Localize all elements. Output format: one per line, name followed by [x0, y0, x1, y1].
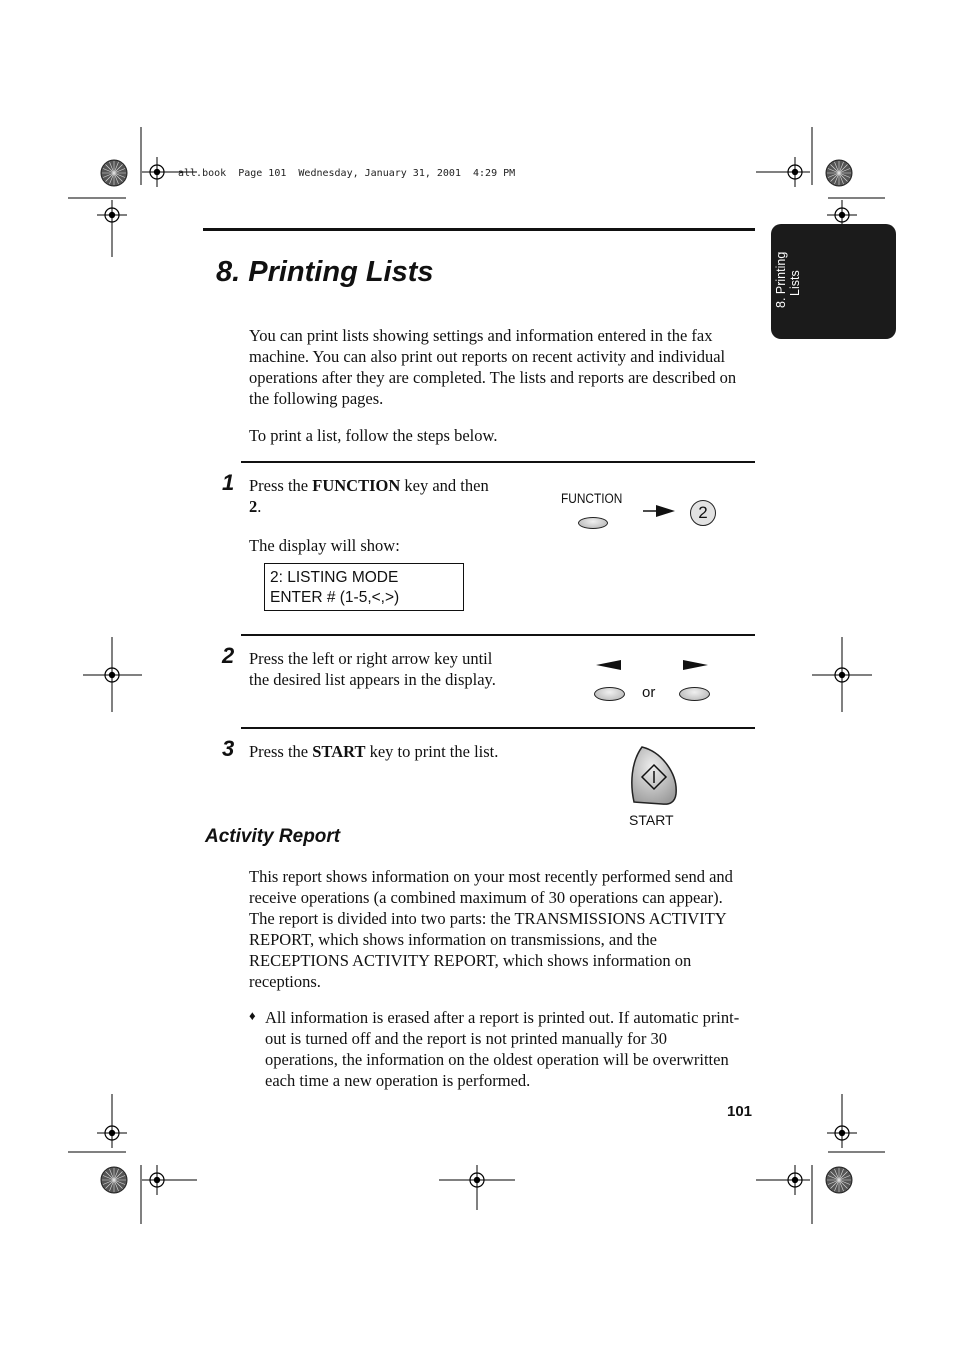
display-intro: The display will show: — [249, 536, 400, 555]
start-key-icon[interactable] — [628, 744, 680, 808]
function-key-label: FUNCTION — [561, 491, 623, 506]
intro-paragraph: You can print lists showing settings and information entered in the fax machine. You can also print out reports on recent activity and individual operations after they are completed. The lists and reports are described on the following pages. — [249, 326, 737, 408]
registration-mark-icon — [827, 1118, 857, 1148]
lcd-line-1: 2: LISTING MODE — [270, 569, 399, 586]
title-rule — [203, 228, 755, 231]
left-arrow-key[interactable] — [594, 687, 625, 701]
step-number: 3 — [222, 736, 235, 761]
step-1-pre: Press the — [249, 476, 313, 495]
step-2-line1: Press the left or right arrow key until — [249, 649, 493, 668]
step-1-text — [249, 475, 529, 517]
step-2-text — [249, 648, 549, 690]
chapter-title: 8. Printing Lists — [216, 256, 434, 288]
arrow-right-icon — [642, 504, 676, 518]
digit-2-key[interactable]: 2 — [690, 500, 716, 526]
chapter-tab-line1: 8. Printing — [774, 251, 788, 308]
lcd-line-2: ENTER # (1-5,<,>) — [270, 588, 400, 606]
registration-mark-icon — [101, 160, 127, 186]
section-title: Activity Report — [205, 826, 341, 847]
step-1-mid: key and then — [400, 476, 489, 495]
registration-mark-icon — [97, 1118, 127, 1148]
arrow-right-icon — [683, 659, 709, 671]
registration-mark-icon — [826, 1167, 852, 1193]
chapter-tab-label — [748, 248, 828, 308]
step-number: 2 — [222, 643, 235, 668]
step-divider — [241, 727, 755, 729]
activity-bullet-text: All information is erased after a report is printed out. If automatic print-out is turned off and the report is not printed manually for 30 operations, the information on the oldest operation will be overwritten each time a new operation is performed. — [265, 1008, 740, 1090]
activity-paragraph: This report shows information on your most recently performed send and receive operations (a combined maximum of 30 operations can appear). The report is divided into two parts: the TRANSMISSIONS ACTIVITY REPORT, which shows information on transmissions, and the RECEPTIONS ACTIVITY REPORT, which shows information on receptions. — [249, 867, 733, 991]
function-key[interactable] — [578, 517, 608, 529]
chapter-tab-line2: Lists — [788, 270, 802, 296]
start-key-label: START — [629, 812, 674, 828]
step-2-line2: the desired list appears in the display. — [249, 670, 496, 689]
step-1-post: . — [257, 497, 262, 516]
step-divider — [241, 634, 755, 636]
registration-mark-icon — [826, 160, 852, 186]
step-3-pre: Press the — [249, 742, 313, 761]
print-meta-header: all.book Page 101 Wednesday, January 31, 2001 4:29 PM — [178, 168, 516, 179]
or-label: or — [642, 684, 656, 701]
step-1-key: FUNCTION — [312, 476, 401, 495]
page-number: 101 — [727, 1103, 753, 1120]
registration-mark-icon — [101, 1167, 127, 1193]
registration-mark-icon — [97, 200, 127, 230]
step-3-post: key to print the list. — [365, 742, 499, 761]
step-1-key2: 2 — [249, 497, 258, 516]
step-divider — [241, 461, 755, 463]
lcd-display — [264, 563, 464, 611]
right-arrow-key[interactable] — [679, 687, 710, 701]
arrow-left-icon — [596, 659, 622, 671]
step-3-key: START — [312, 742, 366, 761]
bullet-icon: ♦ — [249, 1008, 256, 1023]
intro-follow: To print a list, follow the steps below. — [249, 426, 498, 445]
step-number: 1 — [222, 470, 235, 495]
